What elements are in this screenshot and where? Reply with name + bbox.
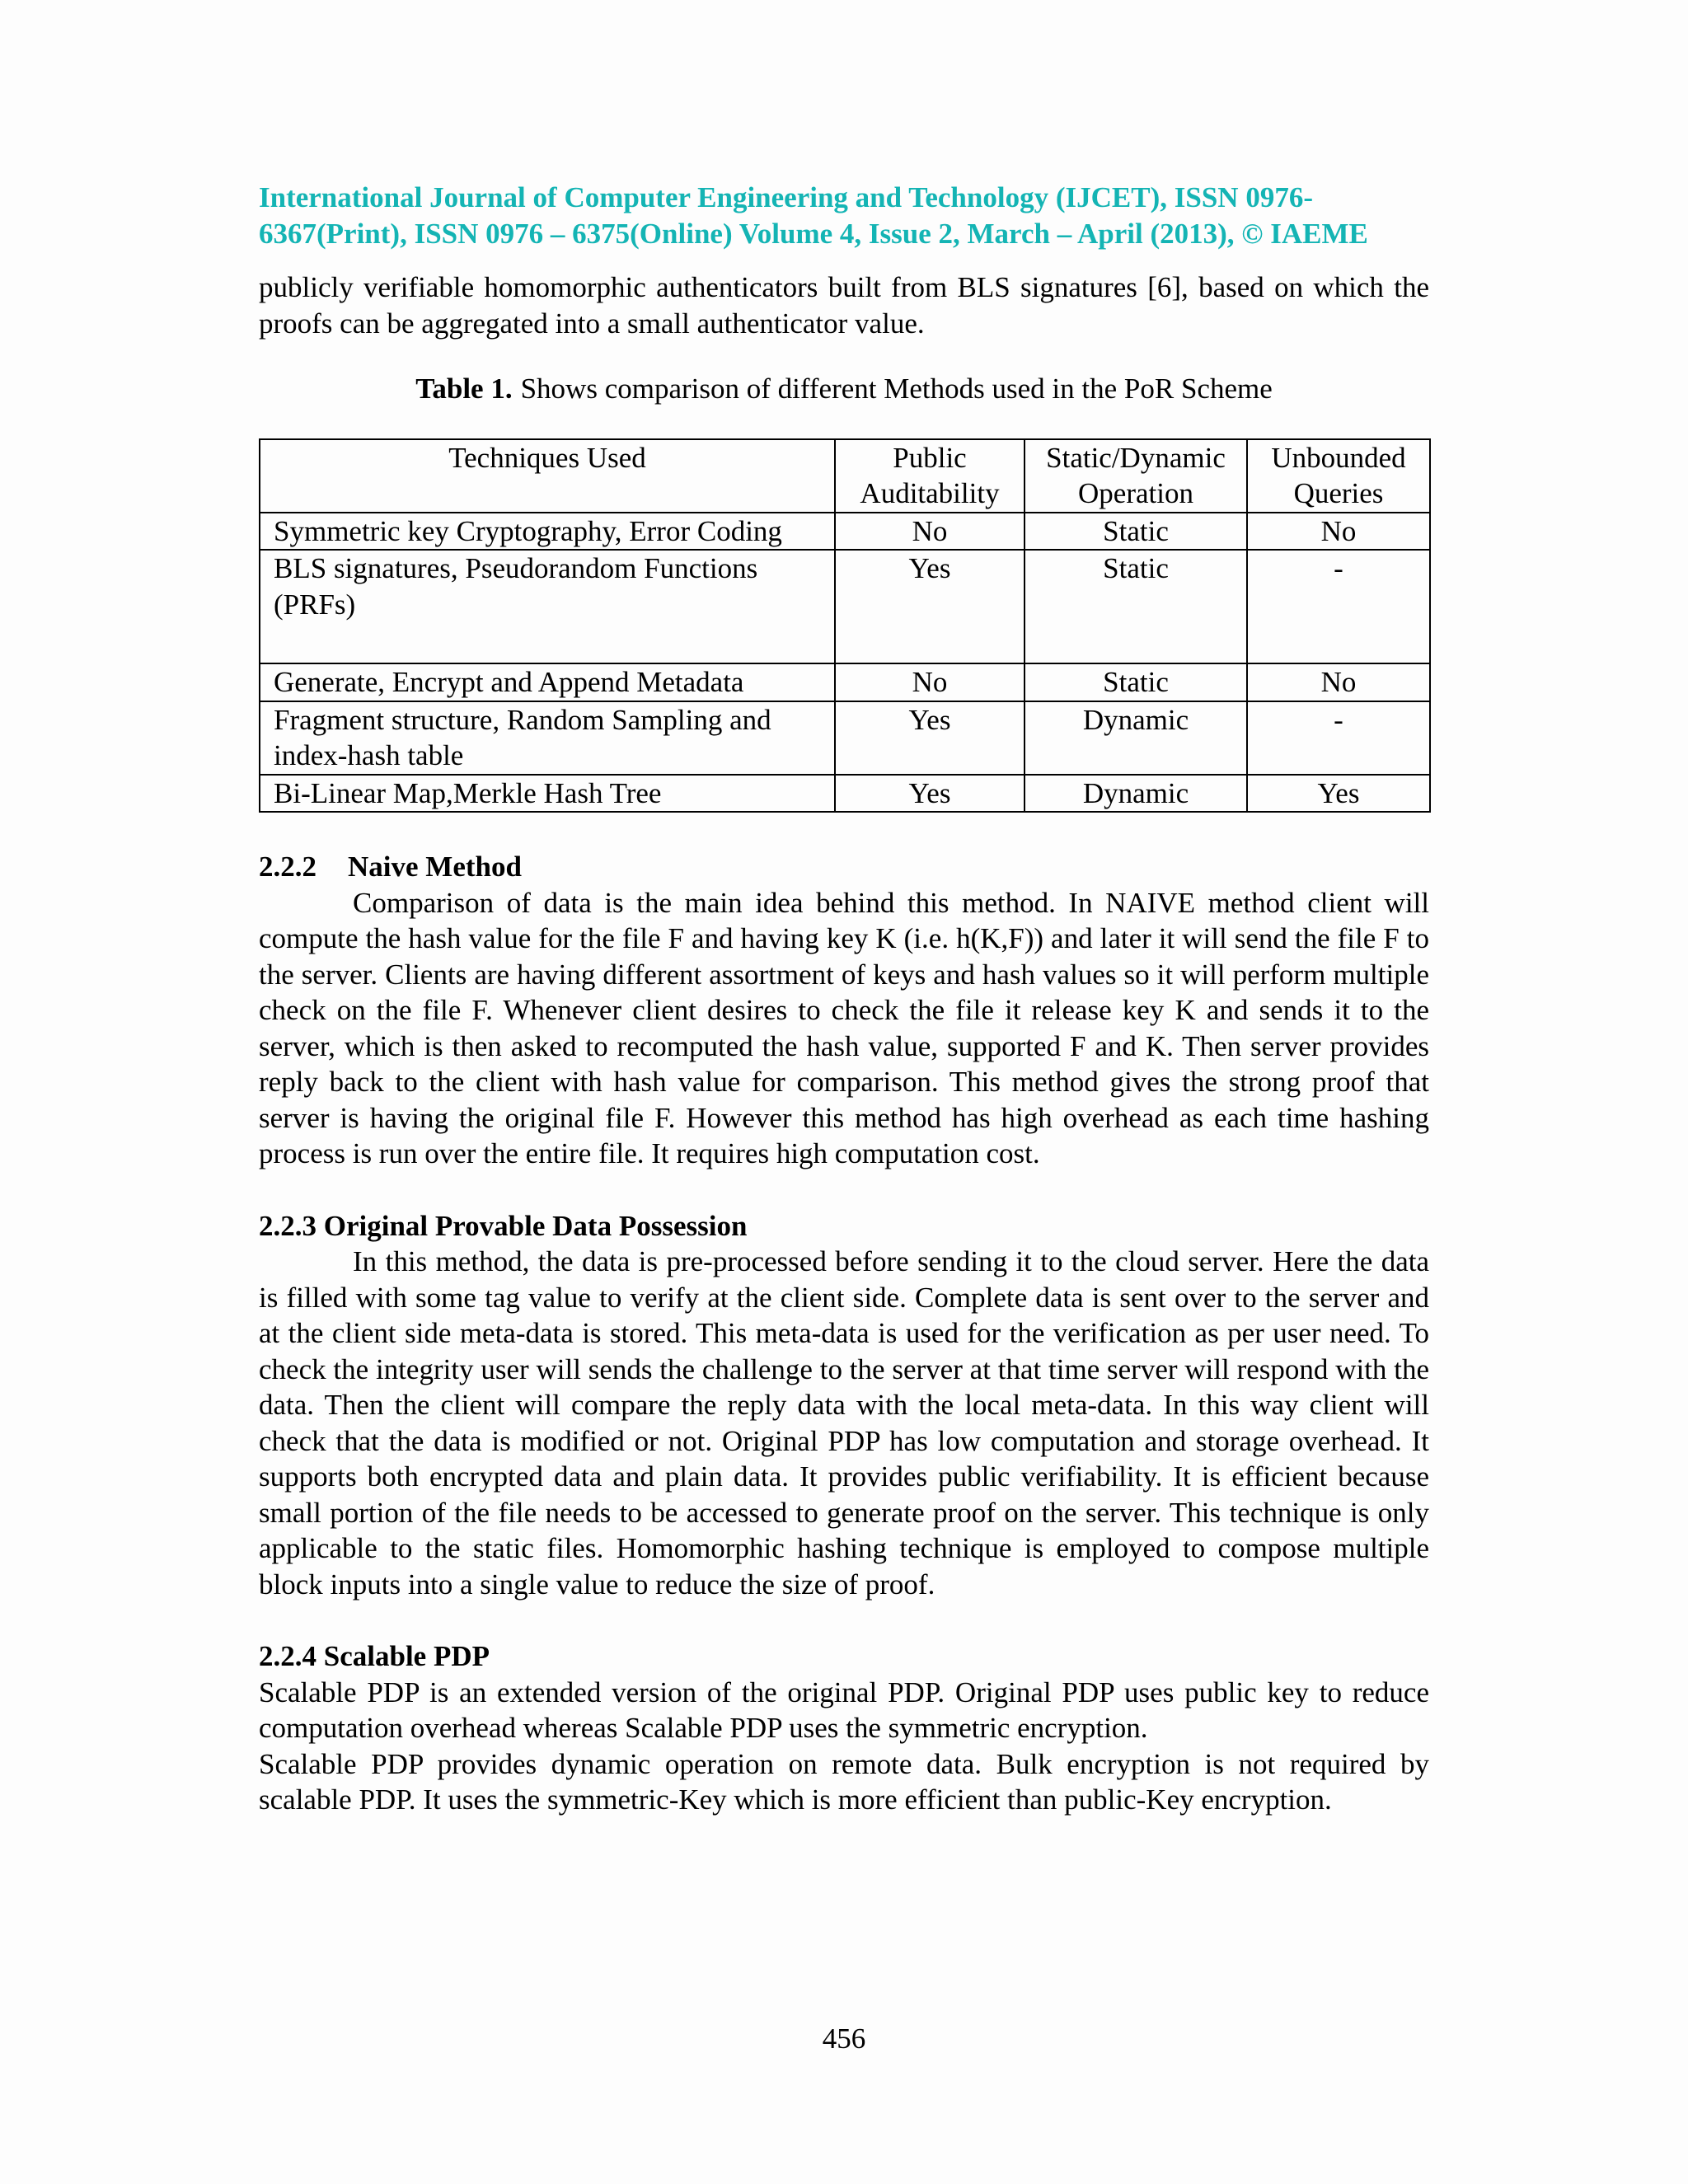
table-row — [260, 513, 1430, 551]
table-cell: Generate, Encrypt and Append Metadata — [260, 663, 835, 701]
table-cell: - — [1247, 550, 1430, 663]
table-header-row — [260, 439, 1430, 513]
table-header-cell: Unbounded Queries — [1247, 439, 1430, 513]
section-heading-2-2-4: 2.2.4 Scalable PDP — [259, 1640, 490, 1672]
table-cell: Static — [1025, 550, 1247, 663]
section-number: 2.2.2 — [259, 851, 316, 883]
page-content — [259, 180, 1429, 1818]
scalable-pdp-paragraph-1: Scalable PDP is an extended version of the original PDP. Original PDP uses public key to reduce computation overhead whereas Scalable PDP uses the symmetric encryption. — [259, 1675, 1429, 1744]
table-cell: Static — [1025, 663, 1247, 701]
section-title: Naive Method — [348, 851, 522, 883]
section-heading-2-2-3: 2.2.3 Original Provable Data Possession — [259, 1209, 748, 1242]
table-cell: Yes — [1247, 775, 1430, 813]
scalable-pdp-paragraph-2: Scalable PDP provides dynamic operation on remote data. Bulk encryption is not required by scalable PDP. It uses the symmetric-Key which is more efficient than public-Key encryption. — [259, 1747, 1429, 1816]
table-cell: Static — [1025, 513, 1247, 551]
table-cell: Symmetric key Cryptography, Error Coding — [260, 513, 835, 551]
table-cell: No — [1247, 513, 1430, 551]
table-cell: Yes — [835, 775, 1025, 813]
page-number: 456 — [822, 2022, 866, 2055]
table-cell: - — [1247, 701, 1430, 775]
table-cell: Dynamic — [1025, 701, 1247, 775]
original-pdp-paragraph: In this method, the data is pre-processed before sending it to the cloud server. Here the data is filled with some tag value to verify at the client side. Complete data is sent over to the server and at the client side meta-data is stored. This meta-data is used for the verification as per user need. To check the integrity user will sends the challenge to the server at that time server will respond with the data. Then the client will compare the reply data with the local meta-data. In this way client will check that the data is modified or not. Original PDP has low computation and storage overhead. It supports both encrypted data and plain data. It provides public verifiability. It is efficient because small portion of the file needs to be accessed to generate proof on the server. This technique is only applicable to the static files. Homomorphic hashing technique is employed to compose multiple block inputs into a single value to reduce the size of proof. — [259, 1245, 1429, 1601]
table-row — [260, 775, 1430, 813]
table-row — [260, 663, 1430, 701]
section-heading-2-2-2 — [259, 849, 1429, 885]
table-row — [260, 550, 1430, 663]
comparison-table — [259, 438, 1431, 813]
table-header-cell: Public Auditability — [835, 439, 1025, 513]
table-header-cell: Techniques Used — [260, 439, 835, 513]
table-cell: Bi-Linear Map,Merkle Hash Tree — [260, 775, 835, 813]
table-cell: No — [835, 513, 1025, 551]
table-cell: Yes — [835, 701, 1025, 775]
table-header-cell: Static/Dynamic Operation — [1025, 439, 1247, 513]
table-cell: No — [1247, 663, 1430, 701]
journal-header-line2: 6367(Print), ISSN 0976 – 6375(Online) Volume 4, Issue 2, March – April (2013), © IAEME — [259, 217, 1368, 250]
table-caption-label: Table 1. — [415, 373, 513, 405]
journal-header — [259, 180, 1429, 251]
table-cell: No — [835, 663, 1025, 701]
table-caption — [259, 371, 1429, 407]
table-cell: BLS signatures, Pseudorandom Functions (PRFs) — [260, 550, 835, 663]
table-cell: Fragment structure, Random Sampling and index-hash table — [260, 701, 835, 775]
table-cell: Yes — [835, 550, 1025, 663]
table-row — [260, 701, 1430, 775]
intro-paragraph: publicly verifiable homomorphic authenticators built from BLS signatures [6], based on which the proofs can be aggregated into a small authenticator value. — [259, 271, 1429, 340]
naive-method-paragraph: Comparison of data is the main idea behind this method. In NAIVE method client will compute the hash value for the file F and having key K (i.e. h(K,F)) and later it will send the file F to the server. Clients are having different assortment of keys and hash values so it will perform multiple check on the file F. Whenever client desires to check the file it release key K and sends it to the server, which is then asked to recomputed the hash value, supported F and K. Then server provides reply back to the client with hash value for comparison. This method gives the strong proof that server is having the original file F. However this method has high overhead as each time hashing process is run over the entire file. It requires high computation cost. — [259, 886, 1429, 1169]
table-cell: Dynamic — [1025, 775, 1247, 813]
table-caption-text: Shows comparison of different Methods used in the PoR Scheme — [520, 373, 1273, 405]
journal-header-line1: International Journal of Computer Engineering and Technology (IJCET), ISSN 0976- — [259, 181, 1313, 213]
